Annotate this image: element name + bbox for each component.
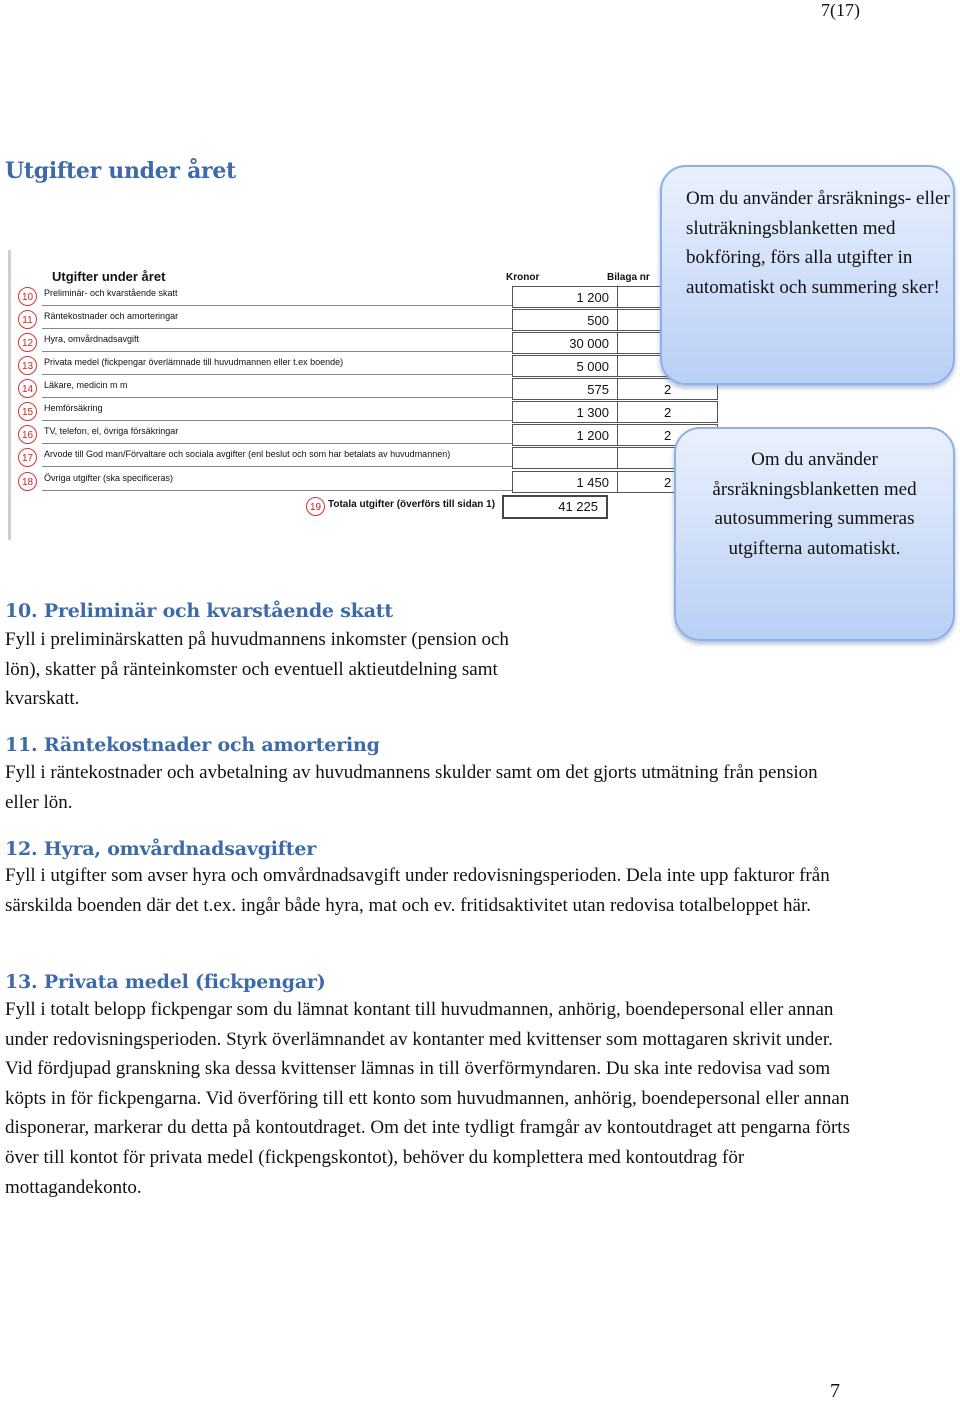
row-number-badge: 13 xyxy=(18,356,37,375)
heading-section-13: 13. Privata medel (fickpengar) xyxy=(5,971,326,993)
row-number-badge: 17 xyxy=(18,448,37,467)
form-edge xyxy=(8,250,11,540)
row-number-badge: 14 xyxy=(18,379,37,398)
row-label: Räntekostnader och amorteringar xyxy=(42,309,512,329)
row-number-badge: 12 xyxy=(18,333,37,352)
total-amount-field[interactable]: 41 225 xyxy=(502,495,608,519)
amount-field[interactable]: 30 000 xyxy=(512,332,618,354)
form-row xyxy=(18,401,718,424)
paragraph-section-13: Fyll i totalt belopp fickpengar som du lämnat kontant till huvudmannen, anhörig, boendepersonal eller annan under redovisningsperioden. Styrk överlämnandet av kontanter med kvittenser som mottagaren skrivit under. Vid fördjupad granskning ska dessa kvittenser lämnas in till överförmyndaren. Du ska inte redovisa vad som köpts in för fickpengarna. Vid överföring till ett konto som huvudmannen, anhörig, boendepersonal eller annan disponerar, markerar du detta på kontoutdraget. Om det inte tydligt framgår av kontoutdraget att pengarna förts över till kontot för privata medel (fickpengskontot), behöver du komplettera med kontoutdrag för mottagandekonto. xyxy=(5,999,850,1198)
form-row xyxy=(18,309,718,332)
row-label: Hyra, omvårdnadsavgift xyxy=(42,332,512,352)
bilaga-field[interactable]: 2 xyxy=(618,401,718,423)
row-label: Privata medel (fickpengar överlämnade till huvudmannen eller t.ex boende) xyxy=(42,355,512,375)
row-label: Arvode till God man/Förvaltare och sociala avgifter (enl beslut och som har betalats av huvudmannen) xyxy=(42,447,512,467)
paragraph-section-11: Fyll i räntekostnader och avbetalning av huvudmannens skulder samt om det gjorts utmätning från pension eller lön. xyxy=(5,762,818,813)
row-number-badge: 19 xyxy=(306,497,325,516)
form-row xyxy=(18,332,718,355)
heading-section-11: 11. Räntekostnader och amortering xyxy=(5,734,380,756)
bilaga-field[interactable]: 2 xyxy=(618,424,718,446)
row-number-badge: 15 xyxy=(18,402,37,421)
row-label: Övriga utgifter (ska specificeras) xyxy=(42,471,512,491)
section-title: Utgifter under året xyxy=(5,158,236,184)
bilaga-field[interactable]: 2 xyxy=(618,378,718,400)
form-row xyxy=(18,355,718,378)
form-row xyxy=(18,447,718,470)
heading-section-10: 10. Preliminär och kvarstående skatt xyxy=(5,600,393,622)
bilaga-field[interactable]: 2 xyxy=(618,471,718,493)
heading-section-12: 12. Hyra, omvårdnadsavgifter xyxy=(5,838,317,860)
form-row xyxy=(18,471,718,494)
form-row xyxy=(18,424,718,447)
form-row xyxy=(18,378,718,401)
total-row xyxy=(306,495,706,519)
callout-automatic-entry: Om du använder årsräknings- eller sluträkningsblanketten med bokföring, förs alla utgifter in automatiskt och summering sker! xyxy=(660,165,955,385)
amount-field[interactable]: 1 200 xyxy=(512,424,618,446)
paragraph-section-12: Fyll i utgifter som avser hyra och omvårdnadsavgift under redovisningsperioden. Dela inte upp fakturor från särskilda boenden där det t.ex. ingår både hyra, mat och ev. fritidsaktivitet utan redovisa totalbeloppet här. xyxy=(5,865,830,916)
amount-field[interactable]: 1 450 xyxy=(512,471,618,493)
page-number-top: 7(17) xyxy=(821,0,860,20)
form-snapshot xyxy=(8,250,720,540)
row-number-badge: 10 xyxy=(18,287,37,306)
column-header-bilaga: Bilaga nr xyxy=(607,272,650,283)
row-number-badge: 16 xyxy=(18,425,37,444)
paragraph-section-10: Fyll i preliminärskatten på huvudmannens inkomster (pension och lön), skatter på ränteinkomster och eventuell aktieutdelning samt kvarskatt. xyxy=(5,629,509,710)
amount-field[interactable]: 500 xyxy=(512,309,618,331)
form-title: Utgifter under året xyxy=(52,269,166,284)
row-label: Läkare, medicin m m xyxy=(42,378,512,398)
amount-field[interactable]: 575 xyxy=(512,378,618,400)
column-header-kronor: Kronor xyxy=(506,272,540,283)
row-number-badge: 11 xyxy=(18,310,37,329)
amount-field[interactable] xyxy=(512,447,618,469)
amount-field[interactable]: 1 200 xyxy=(512,286,618,308)
row-label: TV, telefon, el, övriga försäkringar xyxy=(42,424,512,444)
row-label: Preliminär- och kvarstående skatt xyxy=(42,286,512,306)
row-number-badge: 18 xyxy=(18,472,37,491)
amount-field[interactable]: 1 300 xyxy=(512,401,618,423)
callout-autosum: Om du använder årsräkningsblanketten med autosummering summeras utgifterna automatiskt. xyxy=(674,427,955,641)
total-label: Totala utgifter (överförs till sidan 1) xyxy=(328,499,496,510)
row-label: Hemförsäkring xyxy=(42,401,512,421)
page-number-bottom: 7 xyxy=(830,1380,840,1402)
form-row xyxy=(18,286,718,309)
amount-field[interactable]: 5 000 xyxy=(512,355,618,377)
